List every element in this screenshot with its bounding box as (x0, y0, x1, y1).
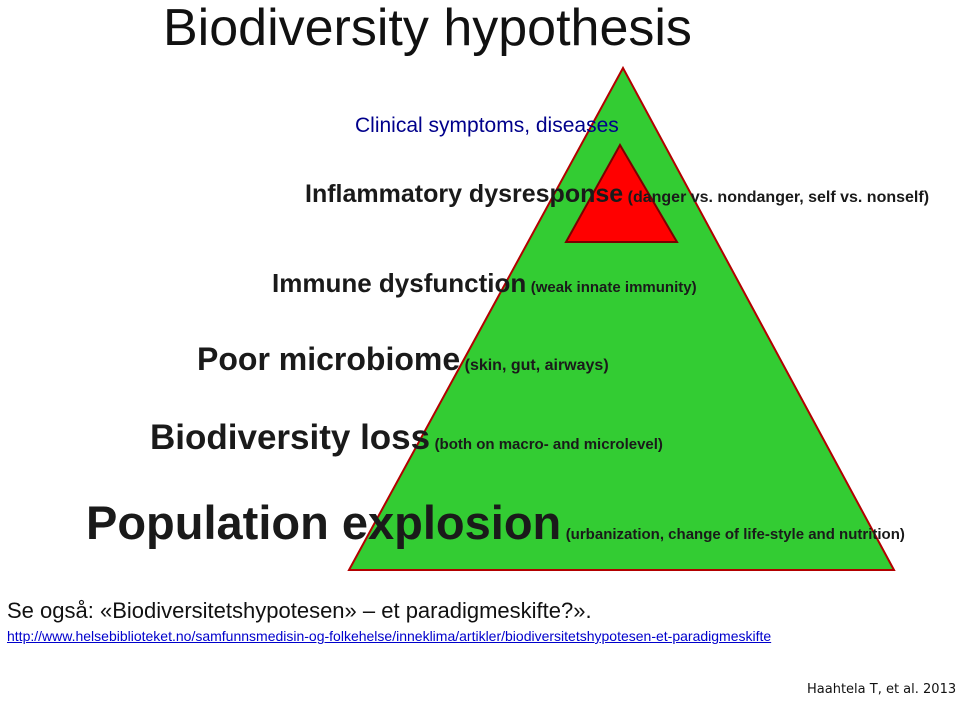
level-immune-dysfunction (272, 268, 697, 299)
level-note: (weak innate immunity) (530, 279, 697, 296)
article-link[interactable]: http://www.helsebiblioteket.no/samfunnsmedisin-og-folkehelse/inneklima/artikler/biodiversitetshypotesen-et-paradigmeskifte (7, 628, 772, 644)
page-title: Biodiversity hypothesis (163, 0, 692, 57)
level-main-label: Population explosion (86, 496, 562, 549)
level-population-explosion (86, 495, 905, 550)
see-also-text: Se også: «Biodiversitetshypotesen» – et paradigmeskifte?». (7, 598, 592, 623)
level-note: (danger vs. nondanger, self vs. nonself) (627, 189, 930, 206)
level-main-label: Inflammatory dysresponse (305, 180, 624, 208)
level-main-label: Immune dysfunction (272, 268, 527, 298)
level-biodiversity-loss (150, 418, 663, 458)
level-main-label: Biodiversity loss (150, 418, 431, 457)
level-main-label: Clinical symptoms, diseases (355, 114, 619, 137)
level-inflammatory-dysresponse (305, 180, 929, 209)
level-note: (both on macro- and microlevel) (434, 436, 663, 453)
citation-credit: Haahtela T, et al. 2013 (807, 682, 957, 697)
level-clinical-symptoms (355, 114, 619, 138)
level-note: (skin, gut, airways) (464, 357, 609, 374)
level-main-label: Poor microbiome (197, 341, 461, 377)
level-poor-microbiome (197, 341, 609, 378)
level-note: (urbanization, change of life-style and nutrition) (565, 526, 905, 543)
